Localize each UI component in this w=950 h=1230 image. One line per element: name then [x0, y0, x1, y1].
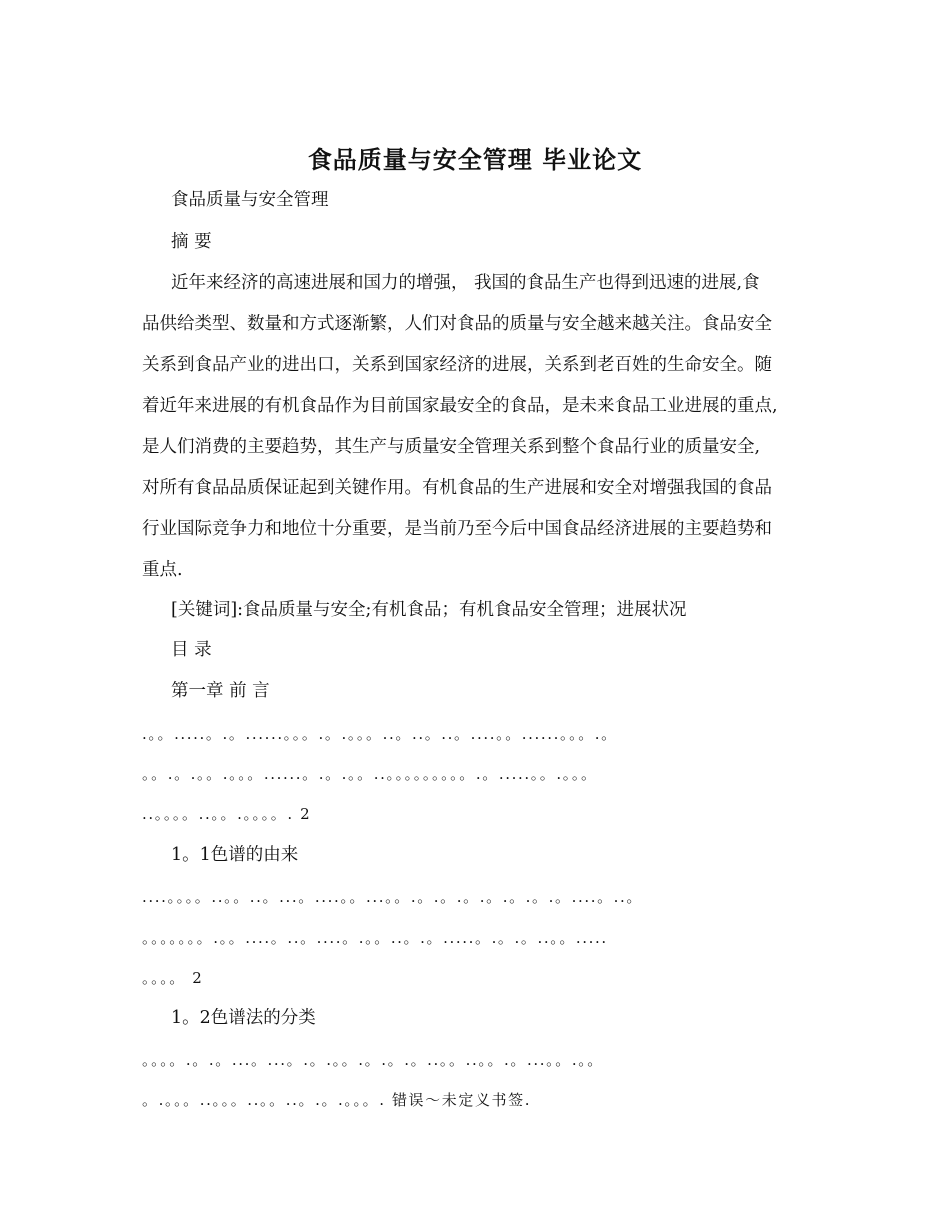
toc-dot-leader: .。。.....。.。......。。。.。.。。。..。..。..。....。。......。。。.。	[142, 725, 618, 743]
toc-dot-leader: 。。。。 2	[142, 969, 204, 987]
keywords: [关键词]:食品质量与安全;有机食品；有机食品安全管理；进展状况	[171, 600, 687, 620]
subtitle: 食品质量与安全管理	[171, 190, 329, 210]
toc-dot-leader: 。。。。。。。.。。....。..。....。.。。..。.。.....。.。.。..。。.....	[142, 929, 608, 947]
abstract-line: 是人们消费的主要趋势，其生产与质量安全管理关系到整个食品行业的质量安全,	[142, 437, 761, 457]
abstract-line: 品供给类型、数量和方式逐渐繁，人们对食品的质量与安全越来越关注。食品安全	[142, 314, 772, 334]
abstract-line: 对所有食品品质保证起到关键作用。有机食品的生产进展和安全对增强我国的食品	[142, 478, 772, 498]
abstract-line: 近年来经济的高速进展和国力的增强， 我国的食品生产也得到迅速的进展,食	[171, 273, 760, 293]
toc-entry-label: 1。2色谱法的分类	[171, 1008, 316, 1028]
toc-entry-label: 1。1色谱的由来	[171, 845, 299, 865]
abstract-line: 行业国际竞争力和地位十分重要，是当前乃至今后中国食品经济进展的主要趋势和	[142, 519, 772, 539]
toc-entry-label: 第一章 前 言	[171, 681, 270, 701]
abstract-line: 着近年来进展的有机食品作为目前国家最安全的食品，是未来食品工业进展的重点,	[142, 396, 778, 416]
toc-dot-leader: 。。。。.。.。...。...。.。.。。.。.。.。..。。..。。.。...。。.。。	[142, 1051, 604, 1069]
abstract-line: 关系到食品产业的进出口，关系到国家经济的进展，关系到老百姓的生命安全。随	[142, 355, 772, 375]
toc-dot-leader: ....。。。。..。。..。...。....。。...。。.。.。.。.。.。.。.。....。..。	[142, 888, 644, 906]
toc-heading: 目 录	[171, 640, 212, 660]
toc-dot-leader: 。。.。.。。.。。。......。.。.。。..。。。。。。。。。.。.....。。.。。。	[142, 765, 598, 783]
document-title: 食品质量与安全管理 毕业论文	[307, 145, 643, 174]
abstract-heading: 摘 要	[171, 232, 212, 252]
toc-dot-leader: 。.。。。..。。。..。。..。.。.。。。. 错误～未定义书签.	[142, 1091, 532, 1109]
abstract-line: 重点.	[142, 560, 183, 580]
toc-dot-leader: ..。。。。..。。.。。。。. 2	[142, 805, 312, 823]
